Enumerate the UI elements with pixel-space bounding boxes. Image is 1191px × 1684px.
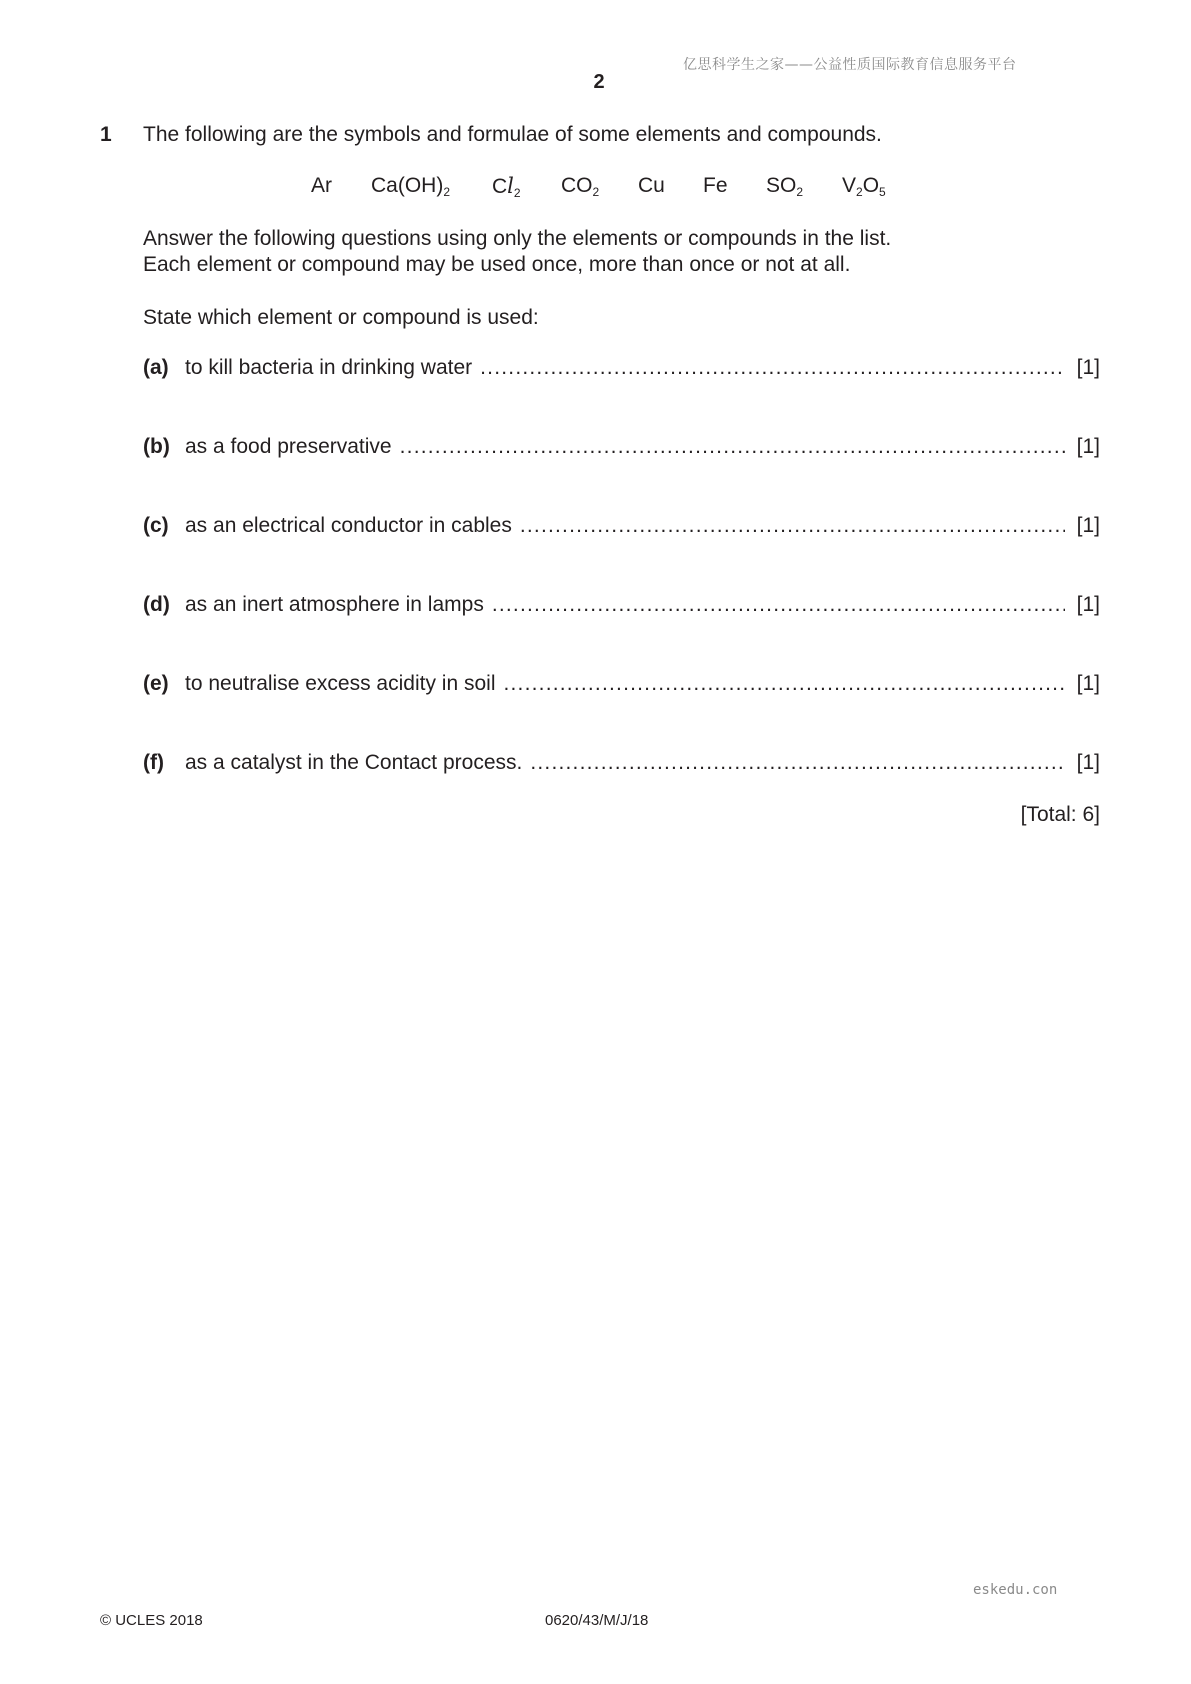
state-prompt: State which element or compound is used: <box>143 306 539 329</box>
mark-allocation: [1] <box>1076 593 1100 616</box>
mark-allocation: [1] <box>1076 514 1100 537</box>
part-f <box>143 751 1100 779</box>
formula-iron: Fe <box>703 174 728 197</box>
formula-carbon-dioxide: $CO_2$ <box>561 174 600 199</box>
page-number: 2 <box>593 71 605 93</box>
formula-sulfur-dioxide: $SO_2$ <box>766 174 804 199</box>
answer-line[interactable] <box>530 751 1064 775</box>
watermark-top: 亿思科学生之家——公益性质国际教育信息服务平台 <box>683 57 1017 73</box>
watermark-bottom: eskedu.con <box>973 1582 1058 1598</box>
total-marks: [Total: 6] <box>1020 803 1100 826</box>
formula-copper: Cu <box>638 174 665 197</box>
answer-line[interactable] <box>503 672 1064 696</box>
part-label: (f) <box>143 751 164 774</box>
part-text: as a food preservative <box>185 435 392 458</box>
answer-line[interactable] <box>400 435 1065 459</box>
part-label: (d) <box>143 593 170 616</box>
instruction-line-1: Answer the following questions using only the elements or compounds in the list. <box>143 227 892 250</box>
part-text: as a catalyst in the Contact process. <box>185 751 523 774</box>
mark-allocation: [1] <box>1076 356 1100 379</box>
mark-allocation: [1] <box>1076 435 1100 458</box>
footer-paper-code: 0620/43/M/J/18 <box>545 1612 649 1629</box>
question-number: 1 <box>100 123 112 146</box>
instruction-line-2: Each element or compound may be used once, more than once or not at all. <box>143 253 851 276</box>
part-text: to kill bacteria in drinking water <box>185 356 473 379</box>
answer-line[interactable] <box>492 593 1065 617</box>
question-intro: The following are the symbols and formulae of some elements and compounds. <box>143 123 882 146</box>
part-a <box>143 356 1100 384</box>
part-label: (e) <box>143 672 169 695</box>
part-label: (c) <box>143 514 169 537</box>
formula-chlorine: $Cl_2$ <box>492 174 521 200</box>
formula-list <box>0 174 1191 204</box>
part-d <box>143 593 1100 621</box>
part-label: (b) <box>143 435 170 458</box>
formula-vanadium-pentoxide: $V_2O_5$ <box>842 174 886 199</box>
formula-calcium-hydroxide: $Ca(OH)_2$ <box>371 174 451 199</box>
formula-ar: Ar <box>311 174 332 197</box>
part-text: as an inert atmosphere in lamps <box>185 593 484 616</box>
mark-allocation: [1] <box>1076 672 1100 695</box>
answer-line[interactable] <box>520 514 1065 538</box>
part-text: as an electrical conductor in cables <box>185 514 512 537</box>
part-text: to neutralise excess acidity in soil <box>185 672 496 695</box>
instruction-text <box>143 226 891 278</box>
part-label: (a) <box>143 356 169 379</box>
mark-allocation: [1] <box>1076 751 1100 774</box>
footer-copyright: © UCLES 2018 <box>100 1612 203 1629</box>
part-b <box>143 435 1100 463</box>
part-c <box>143 514 1100 542</box>
part-e <box>143 672 1100 700</box>
answer-line[interactable] <box>480 356 1065 380</box>
